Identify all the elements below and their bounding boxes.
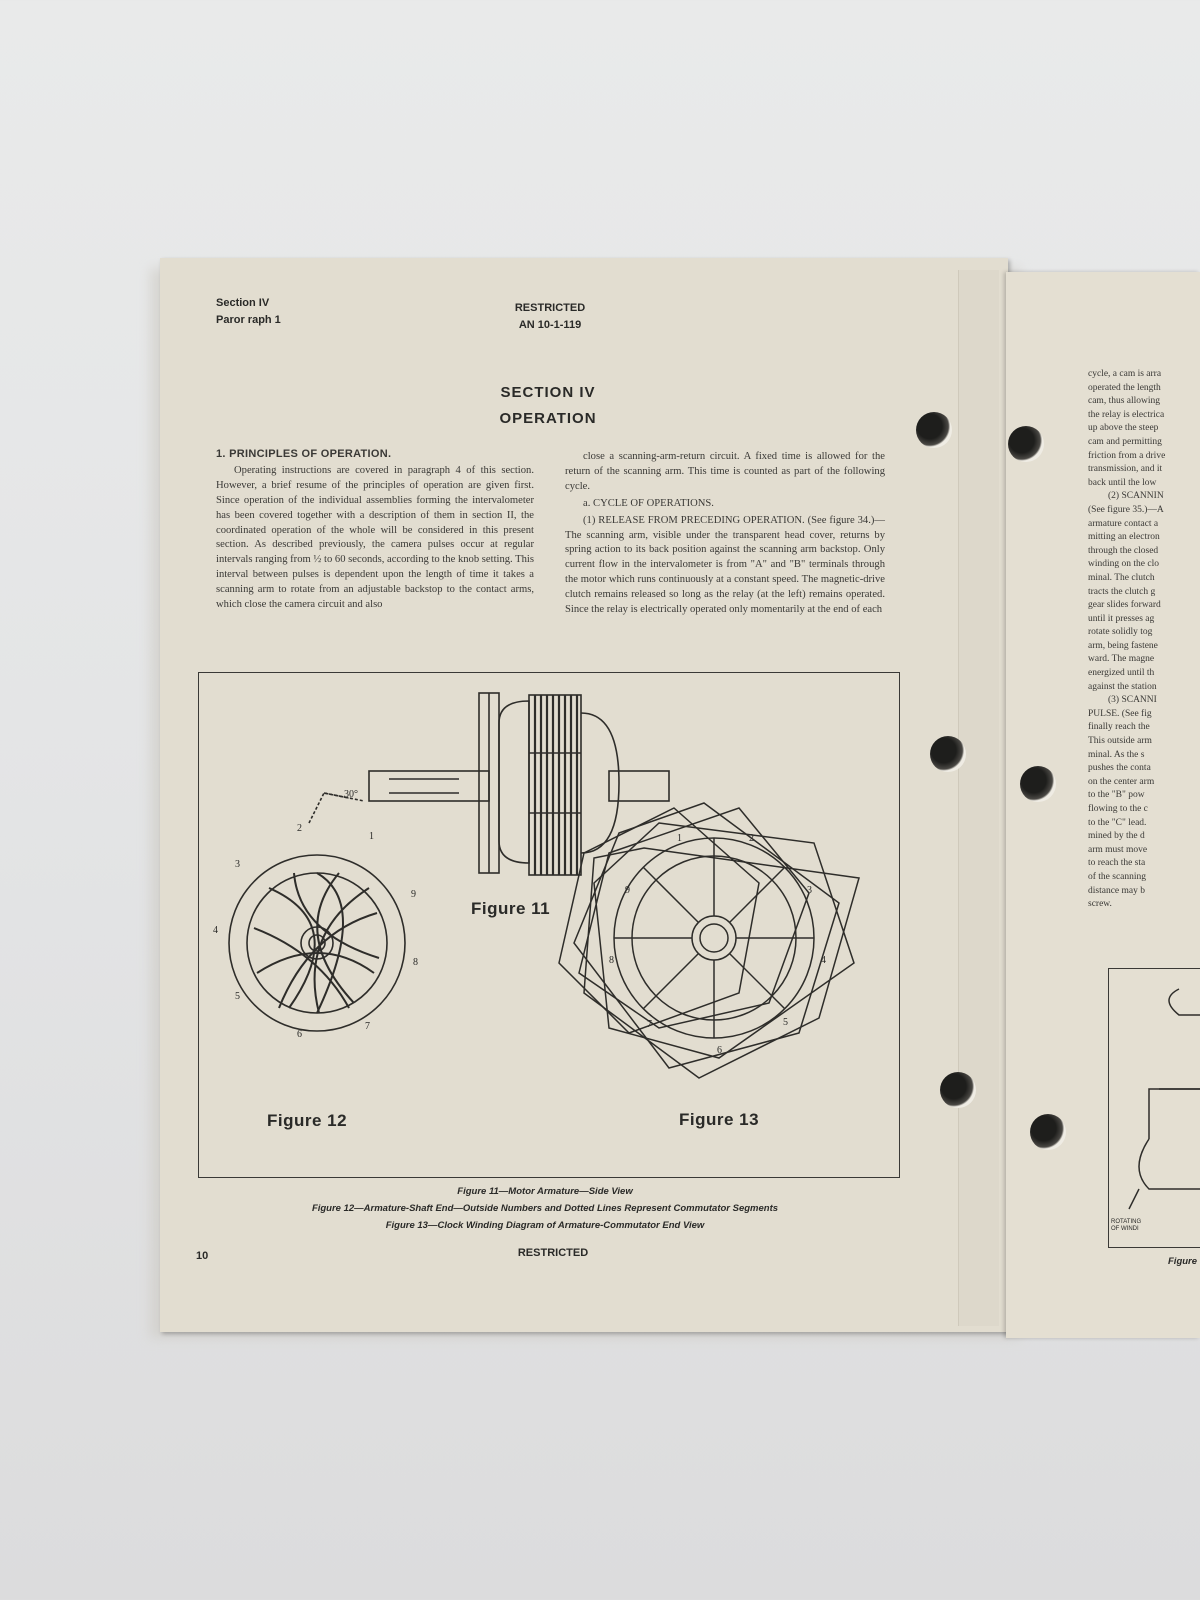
caption-figure-13: Figure 13—Clock Winding Diagram of Armature-Commutator End View bbox=[385, 1220, 705, 1231]
figure-panel bbox=[198, 672, 900, 1178]
rp-line: (2) SCANNIN bbox=[1108, 491, 1164, 502]
binder-hole-4 bbox=[1008, 426, 1044, 462]
rp-line: operated the length bbox=[1088, 382, 1161, 393]
rp-line: of the scanning bbox=[1088, 871, 1147, 882]
paragraph-line: Paror raph 1 bbox=[216, 314, 281, 326]
right-text-column bbox=[565, 450, 885, 618]
rp-line: flowing to the c bbox=[1088, 804, 1148, 814]
caption-figure-11: Figure 11—Motor Armature—Side View bbox=[457, 1186, 633, 1197]
fig12-num-8: 8 bbox=[413, 957, 418, 968]
binding-edge bbox=[958, 270, 999, 1326]
figure-captions bbox=[200, 1183, 890, 1234]
rp-line: mitting an electron bbox=[1088, 532, 1160, 543]
rp-line: PULSE. (See fig bbox=[1088, 708, 1152, 719]
figure-13-label: Figure 13 bbox=[679, 1110, 760, 1129]
rp-line: cam and permitting bbox=[1088, 436, 1162, 447]
fig13-num-7: 7 bbox=[647, 1019, 652, 1030]
page-number: 10 bbox=[196, 1250, 209, 1262]
fig12-num-6: 6 bbox=[297, 1029, 302, 1040]
rp-line: the relay is electrica bbox=[1088, 409, 1165, 420]
fig12-num-9: 9 bbox=[411, 889, 416, 900]
rp-line: until it presses ag bbox=[1088, 613, 1155, 624]
rp-line: energized until th bbox=[1088, 668, 1155, 679]
running-header-center bbox=[500, 300, 600, 334]
armature-shaft-end bbox=[229, 793, 405, 1031]
rotating-label-line-1: ROTATING bbox=[1111, 1219, 1142, 1225]
rp-line: friction from a drive bbox=[1088, 450, 1166, 461]
rp-line: transmission, and it bbox=[1088, 464, 1163, 475]
right-page-figure-drawing bbox=[1109, 969, 1200, 1247]
rp-line: armature contact a bbox=[1088, 518, 1159, 529]
scanning-return-para: close a scanning-arm-return circuit. A fixed time is allowed for the return of the scanning arm. This time is counted as part of the following cycle. bbox=[565, 451, 885, 492]
left-text-column bbox=[216, 447, 534, 613]
binder-hole-3 bbox=[940, 1072, 976, 1108]
fig12-num-4: 4 bbox=[213, 925, 218, 936]
angle-label: 30° bbox=[344, 789, 358, 800]
rp-line: (See figure 35.)—A bbox=[1088, 504, 1164, 515]
rp-line: minal. The clutch bbox=[1088, 572, 1155, 583]
figure-11-label: Figure 11 bbox=[471, 899, 551, 918]
rp-line: pushes the conta bbox=[1088, 763, 1151, 774]
fig13-num-8: 8 bbox=[609, 955, 614, 966]
figure-drawings bbox=[199, 673, 899, 1177]
rp-line: on the center arm bbox=[1088, 776, 1155, 787]
fig12-num-3: 3 bbox=[235, 859, 240, 870]
fig13-num-6: 6 bbox=[717, 1045, 722, 1056]
rp-line: gear slides forward bbox=[1088, 600, 1161, 611]
binder-hole-5 bbox=[1020, 766, 1056, 802]
rp-line: up above the steep bbox=[1088, 423, 1159, 434]
fig13-num-3: 3 bbox=[807, 885, 812, 896]
rp-line: through the closed bbox=[1088, 545, 1159, 556]
rp-line: tracts the clutch g bbox=[1088, 586, 1156, 597]
fig13-num-1: 1 bbox=[677, 833, 682, 844]
rp-line: arm must move bbox=[1088, 844, 1148, 855]
fig13-num-5: 5 bbox=[783, 1017, 788, 1028]
principles-heading: 1. PRINCIPLES OF OPERATION. bbox=[216, 448, 392, 460]
running-header-left bbox=[216, 295, 281, 329]
rp-line: to the "C" lead. bbox=[1088, 817, 1147, 828]
rp-line: finally reach the bbox=[1088, 722, 1150, 733]
rp-line: winding on the clo bbox=[1088, 559, 1159, 570]
restricted-marking: RESTRICTED bbox=[514, 302, 586, 314]
rp-line: (3) SCANNI bbox=[1108, 695, 1157, 706]
fig13-num-9: 9 bbox=[625, 885, 630, 896]
fig12-num-1: 1 bbox=[369, 831, 374, 842]
fig13-num-2: 2 bbox=[749, 833, 754, 844]
release-para: (1) RELEASE FROM PRECEDING OPERATION. (See figure 34.)—The scanning arm, visible under the transparent head cover, returns by spring action to its back position against the scanning arm backstop. Only current flow in the intervalometer is from "A" and "B" terminals through the motor which runs continuously at a constant speed. The magnetic-drive clutch remains released so long as the relay (at the left) remains operated. Since the relay is electrically operated only momentarily at the end of each bbox=[565, 514, 885, 616]
fig13-num-4: 4 bbox=[821, 955, 826, 966]
rp-line: minal. As the s bbox=[1088, 749, 1145, 760]
rp-line: screw. bbox=[1088, 899, 1112, 910]
binder-hole-6 bbox=[1030, 1114, 1066, 1150]
binder-hole-1 bbox=[916, 412, 952, 448]
rp-line: rotate solidly tog bbox=[1088, 627, 1153, 638]
principles-body: Operating instructions are covered in paragraph 4 of this section. However, a brief resume of the principles of operation are given first. Since operation of the individual assemblies forming the intervalometer has been covered together with a description of them in section II, the coordinated operation of the whole will be considered in this present section. As described previously, the camera pulses occur at regular intervals ranging from ½ to 60 seconds, according to the knob setting. This interval between pulses is dependent upon the length of time it takes a scanning arm to rotate from an adjustable backstop to the contact arms, which close the camera circuit and also bbox=[216, 464, 534, 611]
rp-line: to the "B" pow bbox=[1088, 790, 1145, 801]
rp-line: mined by the d bbox=[1088, 831, 1145, 842]
rp-line: distance may b bbox=[1088, 885, 1145, 896]
section-title bbox=[448, 380, 648, 432]
rp-line: back until the low bbox=[1088, 477, 1157, 488]
rp-line: to reach the sta bbox=[1088, 858, 1146, 869]
rp-line: cam, thus allowing bbox=[1088, 396, 1161, 407]
binder-hole-2 bbox=[930, 736, 966, 772]
rotating-label-line-2: OF WINDI bbox=[1111, 1226, 1139, 1232]
fig12-num-2: 2 bbox=[297, 823, 302, 834]
fig12-num-7: 7 bbox=[365, 1021, 370, 1032]
doc-number: AN 10-1-119 bbox=[518, 319, 582, 331]
right-page-figure-caption: Figure bbox=[1168, 1256, 1198, 1267]
rp-line: arm, being fastene bbox=[1088, 640, 1158, 651]
cycle-heading: a. CYCLE OF OPERATIONS. bbox=[583, 497, 714, 509]
rp-line: ward. The magne bbox=[1088, 654, 1155, 665]
section-line: Section IV bbox=[216, 297, 270, 309]
caption-figure-12: Figure 12—Armature-Shaft End—Outside Numbers and Dotted Lines Represent Commutator Segments bbox=[311, 1203, 779, 1214]
rp-line: cycle, a cam is arra bbox=[1088, 369, 1162, 379]
section-number: SECTION IV bbox=[500, 384, 596, 401]
rp-line: This outside arm bbox=[1088, 736, 1152, 747]
right-page-text bbox=[1088, 368, 1200, 912]
fig12-num-5: 5 bbox=[235, 991, 240, 1002]
section-name: OPERATION bbox=[499, 410, 597, 427]
figure-12-label: Figure 12 bbox=[267, 1111, 348, 1130]
right-page-figure-box bbox=[1108, 968, 1200, 1248]
rp-line: against the station bbox=[1088, 681, 1157, 692]
footer-restricted: RESTRICTED bbox=[517, 1247, 589, 1259]
rotating-label bbox=[1111, 1219, 1141, 1233]
